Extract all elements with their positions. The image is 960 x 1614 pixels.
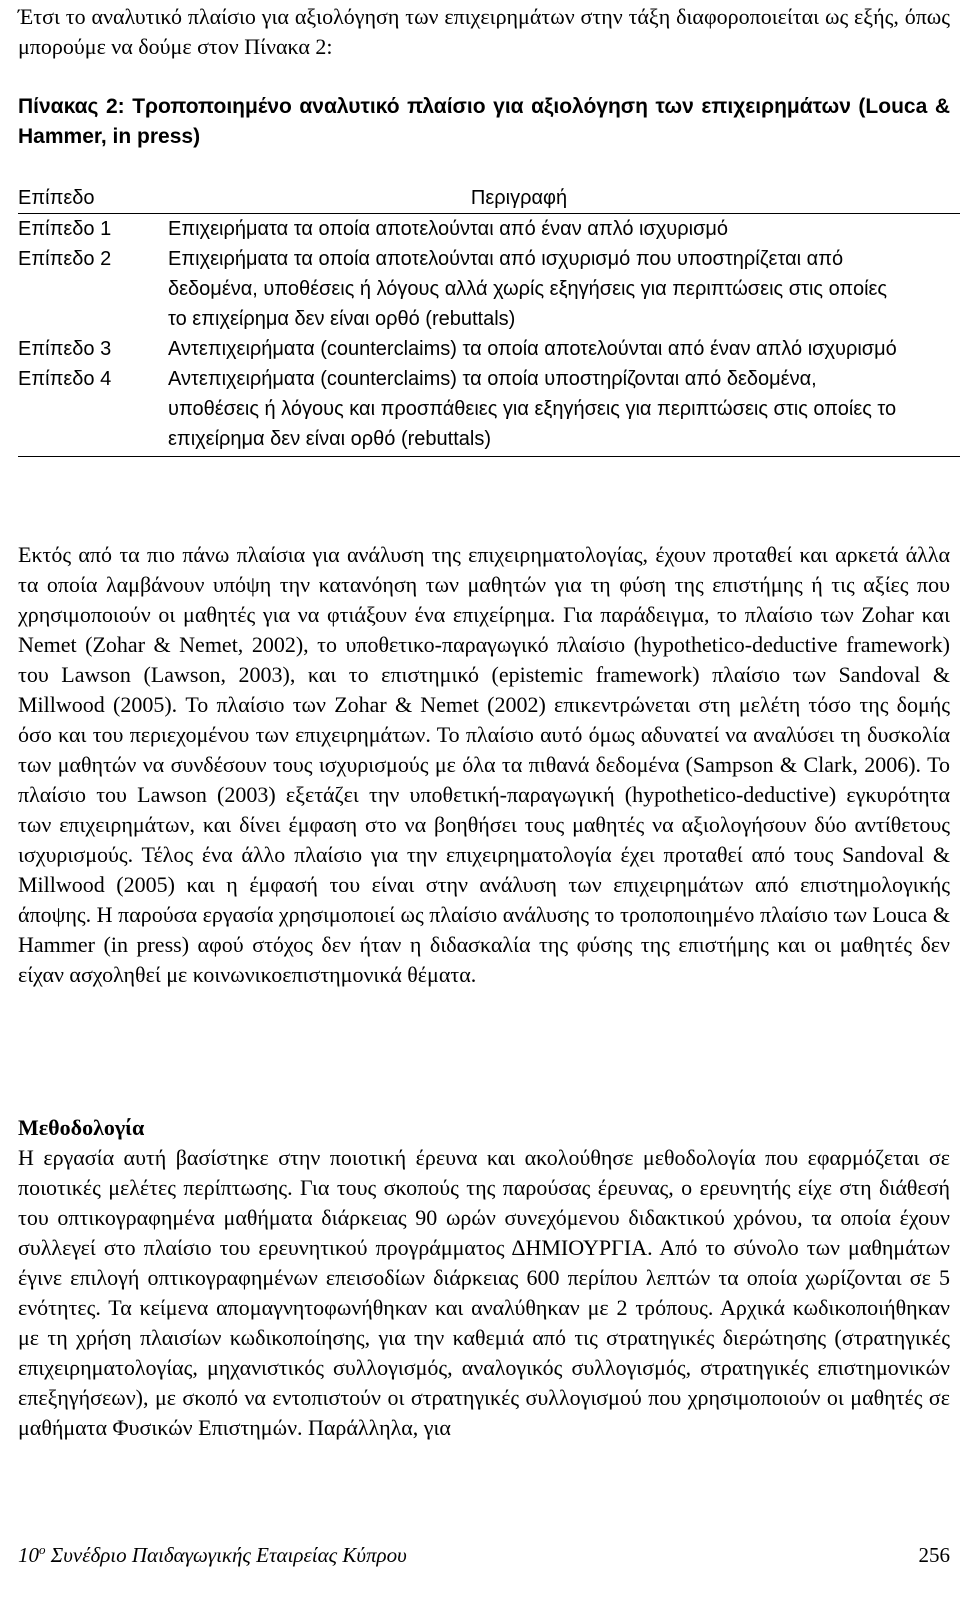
footer-conf-ordinal: ο [39,1542,46,1557]
description-cell: Αντεπιχειρήματα (counterclaims) τα οποία υποστηρίζονται από δεδομένα, υποθέσεις ή λόγους και προσπάθειες για εξηγήσεις για περιπτώσεις στις οποίες το επιχείρημα δεν είναι ορθό (rebuttals) [168,364,960,457]
footer-conf-name: Συνέδριο Παιδαγωγικής Εταιρείας Κύπρου [45,1543,407,1567]
page-number: 256 [918,1543,950,1567]
table-row [18,244,960,334]
table-row [18,214,960,245]
table-row [18,334,960,364]
header-level: Επίπεδο [18,183,168,214]
header-description: Περιγραφή [168,183,960,214]
level-cell: Επίπεδο 3 [18,338,112,360]
intro-paragraph: Έτσι το αναλυτικό πλαίσιο για αξιολόγηση των επιχειρημάτων στην τάξη διαφοροποιείται ως εξής, όπως μπορούμε να δούμε στον Πίνακα 2: [18,4,950,59]
level-cell: Επίπεδο 2 [18,248,112,270]
table-row [18,364,960,457]
level-cell: Επίπεδο 4 [18,364,168,457]
description-cell: Αντεπιχειρήματα (counterclaims) τα οποία αποτελούνται από έναν απλό ισχυρισμό [168,338,897,360]
level-cell: Επίπεδο 1 [18,218,112,240]
table-caption: Πίνακας 2: Τροποποιημένο αναλυτικό πλαίσιο για αξιολόγηση των επιχειρημάτων (Louca & Hammer, in press) [18,95,950,148]
description-cell: Επιχειρήματα τα οποία αποτελούνται από ισχυρισμό που υποστηρίζεται από δεδομένα, υποθέσεις ή λόγους αλλά χωρίς εξηγήσεις για περιπτώσεις στις οποίες το επιχείρημα δεν είναι ορθό (rebuttals) [168,248,888,330]
levels-table [18,183,960,457]
footer-conf-number: 10 [18,1543,39,1567]
footer-conference [18,1538,407,1572]
page-footer [18,1538,950,1572]
body-paragraph-methodology: Η εργασία αυτή βασίστηκε στην ποιοτική έρευνα και ακολούθησε μεθοδολογία που εφαρμόζεται σε ποιοτικές μελέτες περίπτωσης. Για τους σκοπούς της παρούσας έρευνας, ο ερευνητής είχε στη διάθεσή του οπτικογραφημένα μαθήματα διάρκειας 90 ωρών συνεχόμενου διδακτικού χρόνου, τα οποία έχουν συλλεγεί στο πλαίσιο του ερευνητικού προγράμματος ΔΗΜΙΟΥΡΓΙΑ. Από το σύνολο των μαθημάτων έγινε επιλογή οπτικογραφημένων επεισοδίων διάρκειας 600 περίπου λεπτών τα οποία χωρίζονται σε 5 ενότητες. Τα κείμενα απομαγνητοφωνήθηκαν και αναλύθηκαν με 2 τρόπους. Αρχικά κωδικοποιήθηκαν με τη χρήση πλαισίων κωδικοποίησης, για την καθεμιά από τις στρατηγικές διερώτησης (στρατηγικές επιχειρηματολογίας, μηχανιστικός συλλογισμός, αναλογικός συλλογισμός, στρατηγικές επιστημονικών επεξηγήσεων), με σκοπό να εντοπιστούν οι στρατηγικές συλλογισμού που χρησιμοποιούν οι μαθητές σε μαθήματα Φυσικών Επιστημών. Παράλληλα, για [18,1145,950,1440]
table-header-row [18,183,960,214]
section-heading-methodology: Μεθοδολογία [18,1115,145,1140]
description-cell: Επιχειρήματα τα οποία αποτελούνται από έναν απλό ισχυρισμό [168,218,729,240]
body-paragraph-frameworks: Εκτός από τα πιο πάνω πλαίσια για ανάλυση της επιχειρηματολογίας, έχουν προταθεί και αρκετά άλλα τα οποία λαμβάνουν υπόψη την κατανόηση των μαθητών για τη φύση της επιστήμης ή τις αξίες που χρησιμοποιούν οι μαθητές για να φτιάξουν ένα επιχείρημα. Για παράδειγμα, το πλαίσιο των Zohar και Nemet (Zohar & Nemet, 2002), το υποθετικο-παραγωγικό πλαίσιο (hypothetico-deductive framework) του Lawson (Lawson, 2003), και το επιστημικό (epistemic framework) πλαίσιο των Sandoval & Millwood (2005). Το πλαίσιο των Zohar & Nemet (2002) επικεντρώνεται στη μελέτη τόσο της δομής όσο και του περιεχομένου των επιχειρημάτων. Το πλαίσιο αυτό όμως αδυνατεί να αναλύσει τη δυσκολία των μαθητών να συνδέσουν τους ισχυρισμούς με όλα τα πιθανά δεδομένα (Sampson & Clark, 2006). Το πλαίσιο του Lawson (2003) εξετάζει την υποθετική-παραγωγική (hypothetico-deductive) εγκυρότητα των επιχειρημάτων, και δίνει έμφαση στο να βοηθήσει τους μαθητές να αξιολογήσουν δύο αντίθετους ισχυρισμούς. Τέλος ένα άλλο πλαίσιο για την επιχειρηματολογία έχει προταθεί από τους Sandoval & Millwood (2005) και η έμφασή του είναι στην ανάλυση των επιχειρημάτων από επιστημολογικής άποψης. Η παρούσα εργασία χρησιμοποιεί ως πλαίσιο ανάλυσης το τροποποιημένο πλαίσιο των Louca & Hammer (in press) αφού στόχος δεν ήταν η διδασκαλία της φύσης της επιστήμης και οι μαθητές δεν είχαν ασχοληθεί με κοινωνικοεπιστημονικά θέματα. [18,542,950,987]
